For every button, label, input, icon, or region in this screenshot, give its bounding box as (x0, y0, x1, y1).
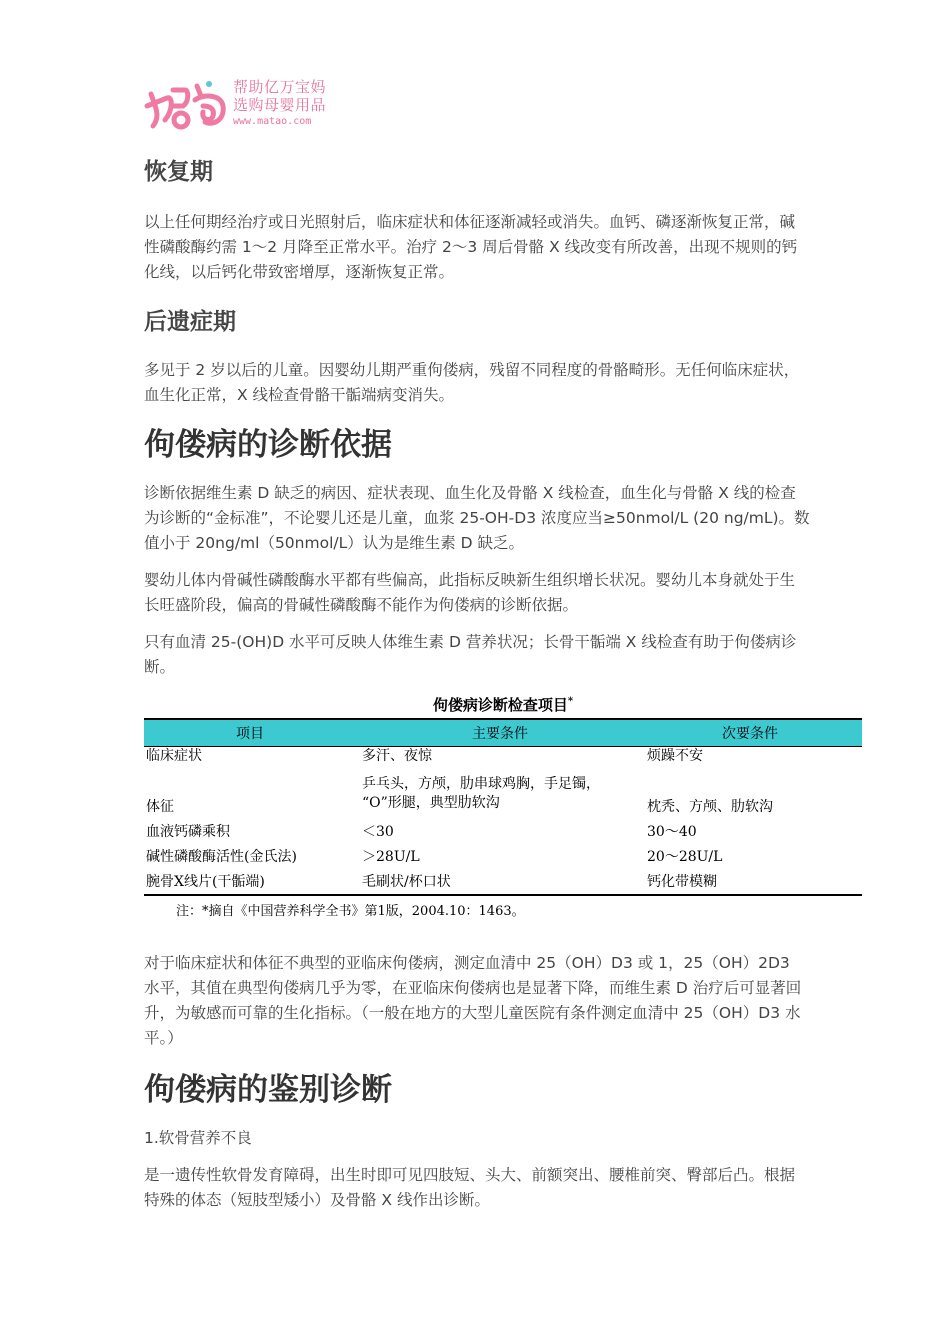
table-cell-item: 血液钙磷乘积 (146, 824, 230, 840)
table-header-item: 项目 (236, 726, 264, 742)
logo-mark-icon (143, 76, 229, 132)
paragraph-diagnosis-3: 只有血清 25-(OH)D 水平可反映人体维生素 D 营养状况；长骨干骺端 X 线检查有助于佝偻病诊断。 (144, 633, 797, 676)
table-title-text: 佝偻病诊断检查项目 (432, 696, 568, 714)
paragraph-diagnosis-1: 诊断依据维生素 D 缺乏的病因、症状表现、血生化及骨骼 X 线检查，血生化与骨骼 X 线的检查为诊断的“金标准”，不论婴儿还是儿童，血浆 25-OH-D3 浓度应当≥50nmol/L (20 ng/mL)。数值小于 20ng/ml（50nmol/L）认为是维生素 D 缺乏。 (144, 484, 810, 552)
table-cell-item: 体征 (146, 799, 174, 815)
table-cell-item: 碱性磷酸酶活性(金氏法) (146, 849, 297, 865)
paragraph-sequela: 多见于 2 岁以后的儿童。因婴幼儿期严重佝偻病，残留不同程度的骨骼畸形。无任何临床症状，血生化正常，X 线检查骨骼干骺端病变消失。 (144, 361, 800, 404)
table-cell-main: 多汗、夜惊 (362, 748, 432, 764)
table-header-main: 主要条件 (472, 726, 528, 742)
table-header-minor: 次要条件 (722, 726, 778, 742)
table-cell-item: 腕骨X线片(干骺端) (146, 874, 265, 890)
table-title-mark: * (567, 696, 574, 707)
table-cell-minor: 枕秃、方颅、肋软沟 (647, 799, 773, 815)
table-body (144, 745, 862, 895)
paragraph-diagnosis-2: 婴幼儿体内骨碱性磷酸酶水平都有些偏高，此指标反映新生组织增长状况。婴幼儿本身就处于生长旺盛阶段，偏高的骨碱性磷酸酶不能作为佝偻病的诊断依据。 (144, 571, 796, 614)
paragraph-subclinical: 对于临床症状和体征不典型的亚临床佝偻病，测定血清中 25（OH）D3 或 1，25（OH）2D3 水平，其值在典型佝偻病几乎为零，在亚临床佝偻病也是显著下降，而维生素 D 治疗后可显著回升，为敏感而可靠的生化指标。（一般在地方的大型儿童医院有条件测定血清中 25（OH）D3 水平。） (144, 954, 802, 1047)
paragraph-recovery: 以上任何期经治疗或日光照射后，临床症状和体征逐渐减轻或消失。血钙、磷逐渐恢复正常，碱性磷酸酶约需 1～2 月降至正常水平。治疗 2～3 周后骨骼 X 线改变有所改善，出现不规则的钙化线，以后钙化带致密增厚，逐渐恢复正常。 (144, 213, 798, 281)
matao-logo[interactable] (143, 76, 343, 132)
heading-diagnosis: 佝偻病的诊断依据 (144, 427, 392, 463)
heading-differential: 佝偻病的鉴别诊断 (144, 1072, 392, 1108)
table-cell-minor: 20～28U/L (647, 849, 723, 865)
table-header (144, 718, 862, 747)
table-title (144, 694, 862, 715)
heading-recovery: 恢复期 (144, 159, 213, 185)
logo-tagline-2: 选购母婴用品 (233, 96, 327, 114)
table-cell-minor: 钙化带模糊 (647, 874, 717, 890)
logo-tagline-1: 帮助亿万宝妈 (233, 78, 327, 96)
table-cell-minor: 30～40 (647, 824, 697, 840)
list-item-title: 1.软骨营养不良 (144, 1129, 252, 1147)
table-note: 注：*摘自《中国营养科学全书》第1版，2004.10：1463。 (176, 904, 525, 919)
table-cell-main: ＞28U/L (362, 849, 420, 865)
table-cell-main: ＜30 (362, 824, 394, 840)
table-cell-minor: 烦躁不安 (647, 748, 703, 764)
heading-sequela: 后遗症期 (144, 309, 236, 335)
table-bottom-rule (144, 894, 862, 896)
logo-url: www.matao.com (233, 116, 312, 127)
table-cell-item: 临床症状 (146, 748, 202, 764)
paragraph-differential: 是一遗传性软骨发育障碍，出生时即可见四肢短、头大、前额突出、腰椎前突、臀部后凸。根据特殊的体态（短肢型矮小）及骨骼 X 线作出诊断。 (144, 1166, 796, 1209)
table-cell-main: 乒乓头，方颅，肋串球鸡胸，手足镯， (362, 776, 600, 792)
table-cell-main-line2: “O”形腿，典型肋软沟 (362, 795, 500, 811)
table-cell-main: 毛刷状/杯口状 (362, 874, 451, 890)
